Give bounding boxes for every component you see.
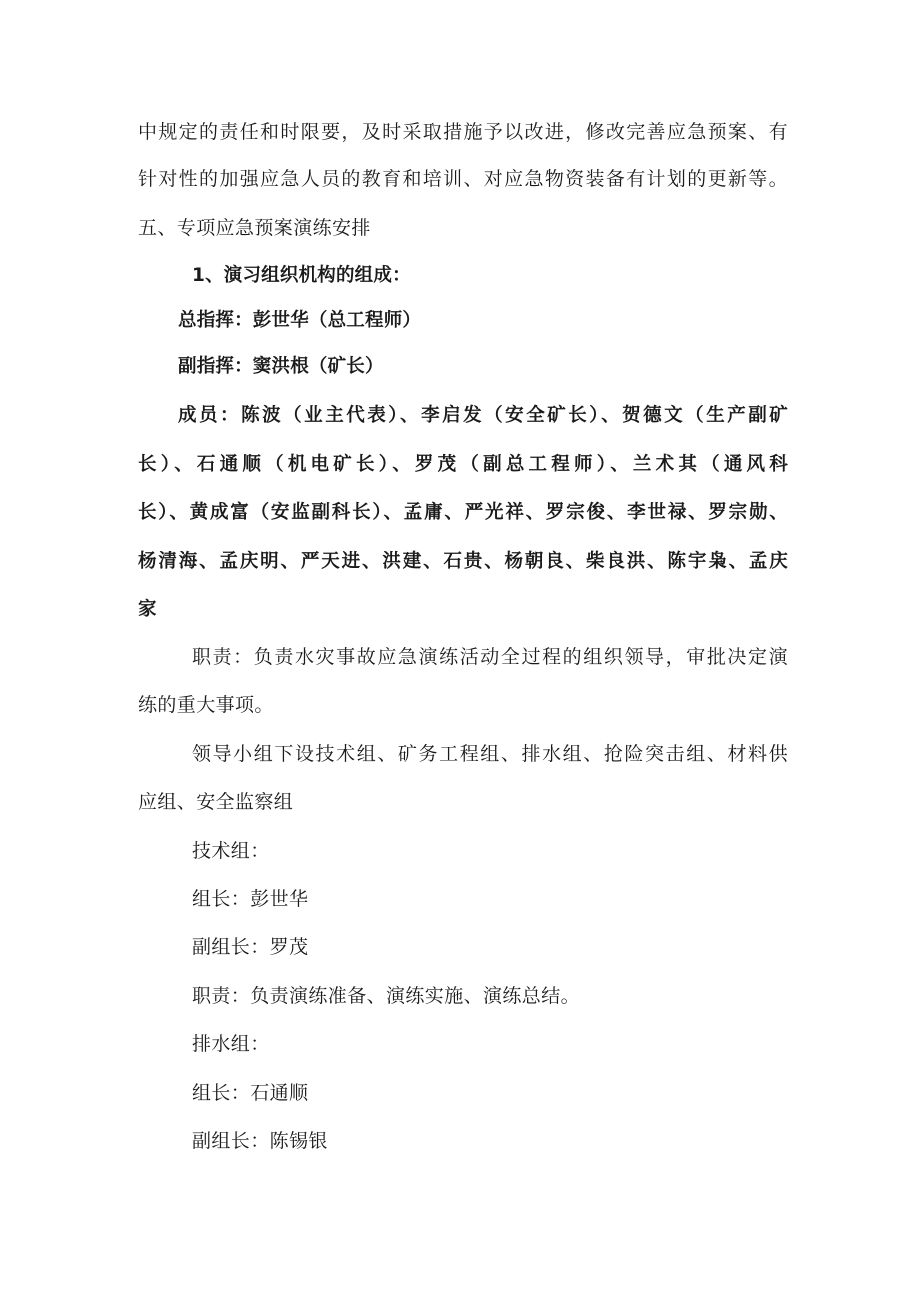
tech-group-deputy: 副组长：罗茂 [192,936,309,958]
duty-line: 职责：负责水灾事故应急演练活动全过程的组织领导，审批决定演 [192,646,788,668]
members-line: 长）、石通顺（机电矿长）、罗茂（副总工程师）、兰术其（通风科 [138,454,788,475]
paragraph-line: 针对性的加强应急人员的教育和培训、对应急物资装备有计划的更新等。 [138,168,788,190]
tech-group-title: 技术组： [192,840,270,862]
members-line: 家 [138,599,157,620]
deputy-commander-line: 副指挥：窦洪根（矿长） [178,356,384,377]
duty-line: 练的重大事项。 [138,694,274,716]
tech-group-duty: 职责：负责演练准备、演练实施、演练总结。 [192,985,581,1007]
groups-line: 应组、安全监察组 [138,791,294,813]
members-line: 杨清海、孟庆明、严天进、洪建、石贵、杨朝良、柴良洪、陈宇枭、孟庆 [138,551,788,572]
subsection-heading: 1、演习组织机构的组成： [192,265,411,286]
section-heading: 五、专项应急预案演练安排 [138,217,371,239]
commander-line: 总指挥：彭世华（总工程师） [178,310,422,331]
drain-group-deputy: 副组长：陈锡银 [192,1130,328,1152]
members-line: 成员：陈波（业主代表）、李启发（安全矿长）、贺德文（生产副矿 [178,405,788,426]
tech-group-leader: 组长：彭世华 [192,888,309,910]
drain-group-title: 排水组： [192,1033,270,1055]
paragraph-line: 中规定的责任和时限要，及时采取措施予以改进，修改完善应急预案、有 [138,121,788,143]
drain-group-leader: 组长：石通顺 [192,1082,309,1104]
members-line: 长）、黄成富（安监副科长）、孟庸、严光祥、罗宗俊、李世禄、罗宗勋、 [138,502,788,523]
groups-line: 领导小组下设技术组、矿务工程组、排水组、抢险突击组、材料供 [192,743,788,765]
